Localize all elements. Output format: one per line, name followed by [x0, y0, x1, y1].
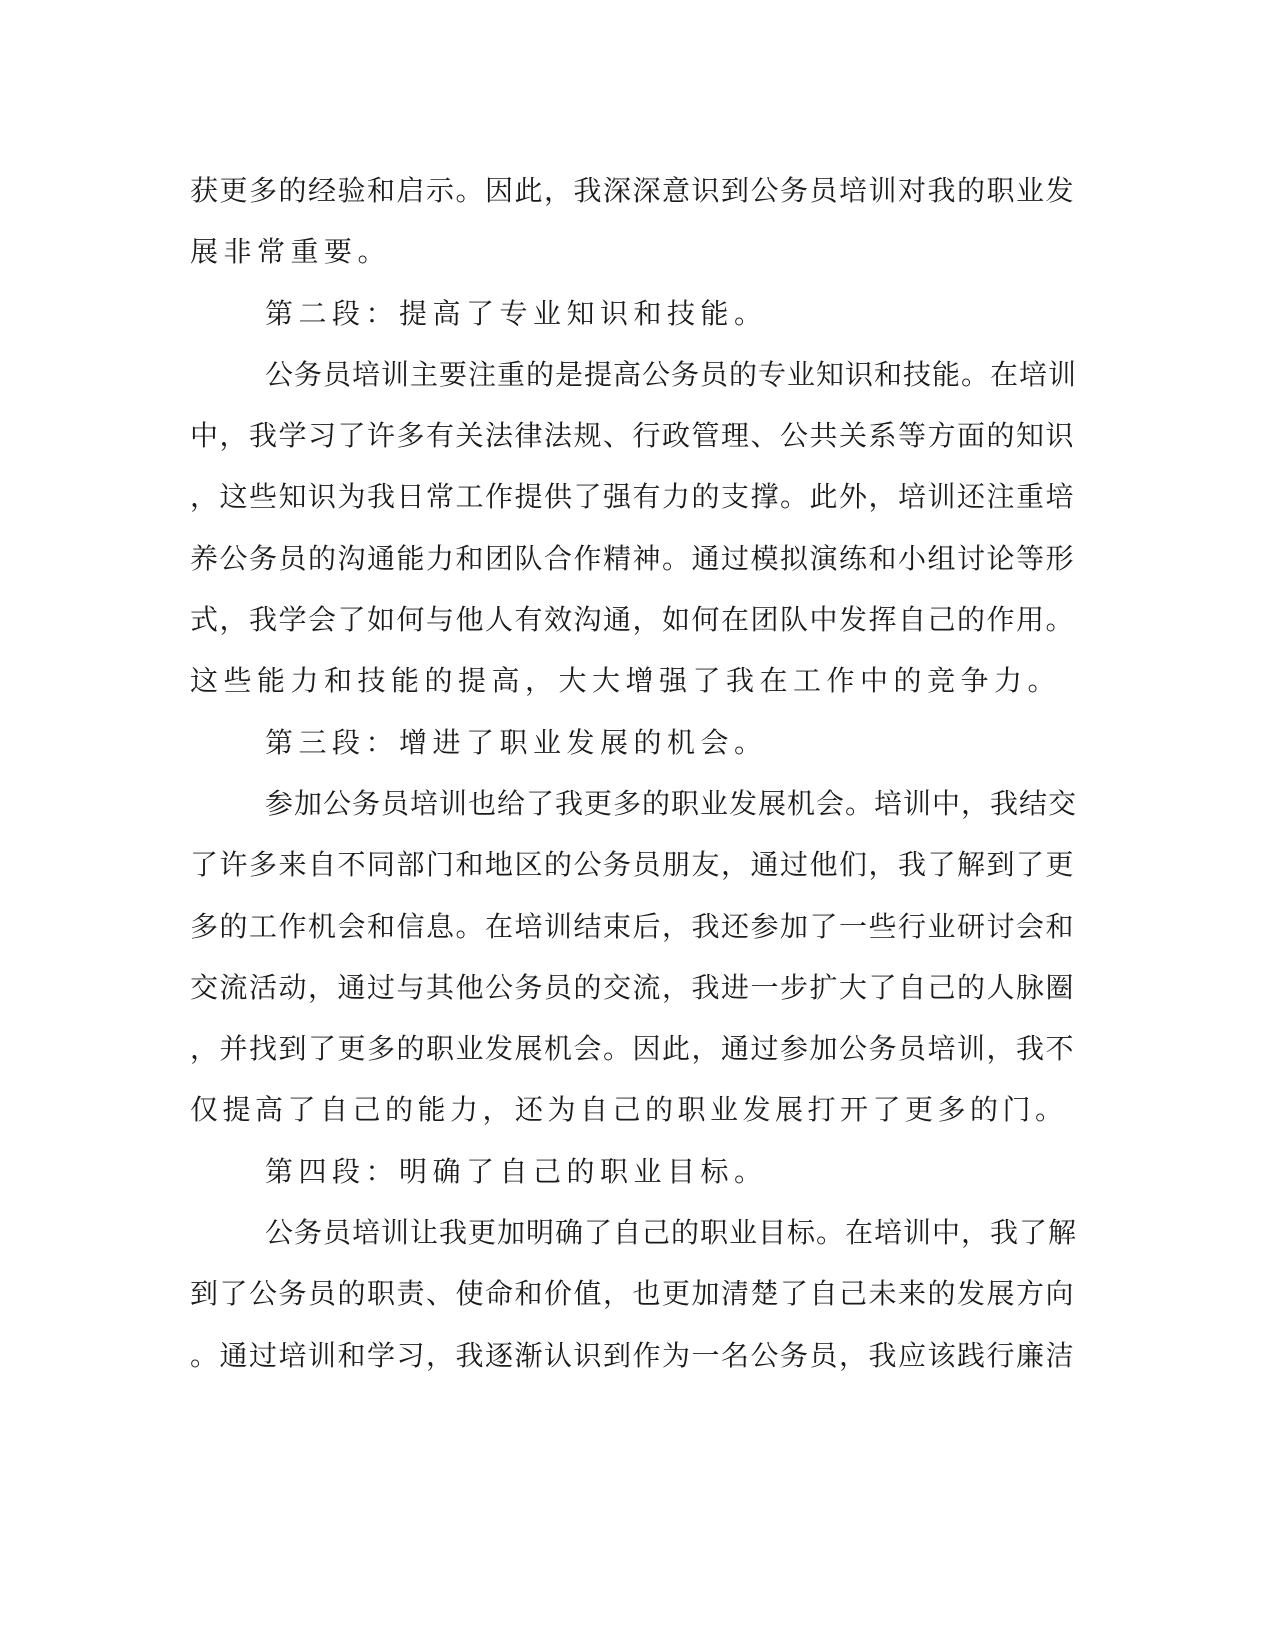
section-heading: 第三段：增进了职业发展的机会。 — [265, 725, 768, 759]
text-line: 公务员培训让我更加明确了自己的职业目标。在培训中，我了解 — [265, 1216, 1078, 1250]
text-line: 获更多的经验和启示。因此，我深深意识到公务员培训对我的职业发 — [190, 174, 1076, 207]
text-line: 到了公务员的职责、使命和价值，也更加清楚了自己未来的发展方向 — [190, 1277, 1076, 1311]
text-line: ，并找到了更多的职业发展机会。因此，通过参加公务员培训，我不 — [190, 1032, 1076, 1066]
text-line: 养公务员的沟通能力和团队合作精神。通过模拟演练和小组讨论等形 — [190, 541, 1076, 575]
text-line: 式，我学会了如何与他人有效沟通，如何在团队中发挥自己的作用。 — [190, 603, 1076, 637]
text-line: ，这些知识为我日常工作提供了强有力的支撑。此外，培训还注重培 — [190, 480, 1076, 514]
text-line: 了许多来自不同部门和地区的公务员朋友，通过他们，我了解到了更 — [190, 848, 1076, 882]
text-line: 。通过培训和学习，我逐渐认识到作为一名公务员，我应该践行廉洁 — [190, 1338, 1076, 1372]
text-line: 参加公务员培训也给了我更多的职业发展机会。培训中，我结交 — [265, 786, 1078, 820]
text-line: 这些能力和技能的提高，大大增强了我在工作中的竞争力。 — [190, 664, 1062, 698]
text-line: 展非常重要。 — [190, 235, 392, 269]
text-line: 中，我学习了许多有关法律法规、行政管理、公共关系等方面的知识 — [190, 419, 1076, 453]
text-line: 交流活动，通过与其他公务员的交流，我进一步扩大了自己的人脉圈 — [190, 970, 1076, 1004]
text-line: 多的工作机会和信息。在培训结束后，我还参加了一些行业研讨会和 — [190, 909, 1076, 943]
text-line: 仅提高了自己的能力，还为自己的职业发展打开了更多的门。 — [190, 1093, 1068, 1127]
section-heading: 第二段：提高了专业知识和技能。 — [265, 296, 768, 330]
text-line: 公务员培训主要注重的是提高公务员的专业知识和技能。在培训 — [265, 357, 1078, 391]
section-heading: 第四段：明确了自己的职业目标。 — [265, 1154, 768, 1188]
document-body — [190, 160, 1080, 1386]
